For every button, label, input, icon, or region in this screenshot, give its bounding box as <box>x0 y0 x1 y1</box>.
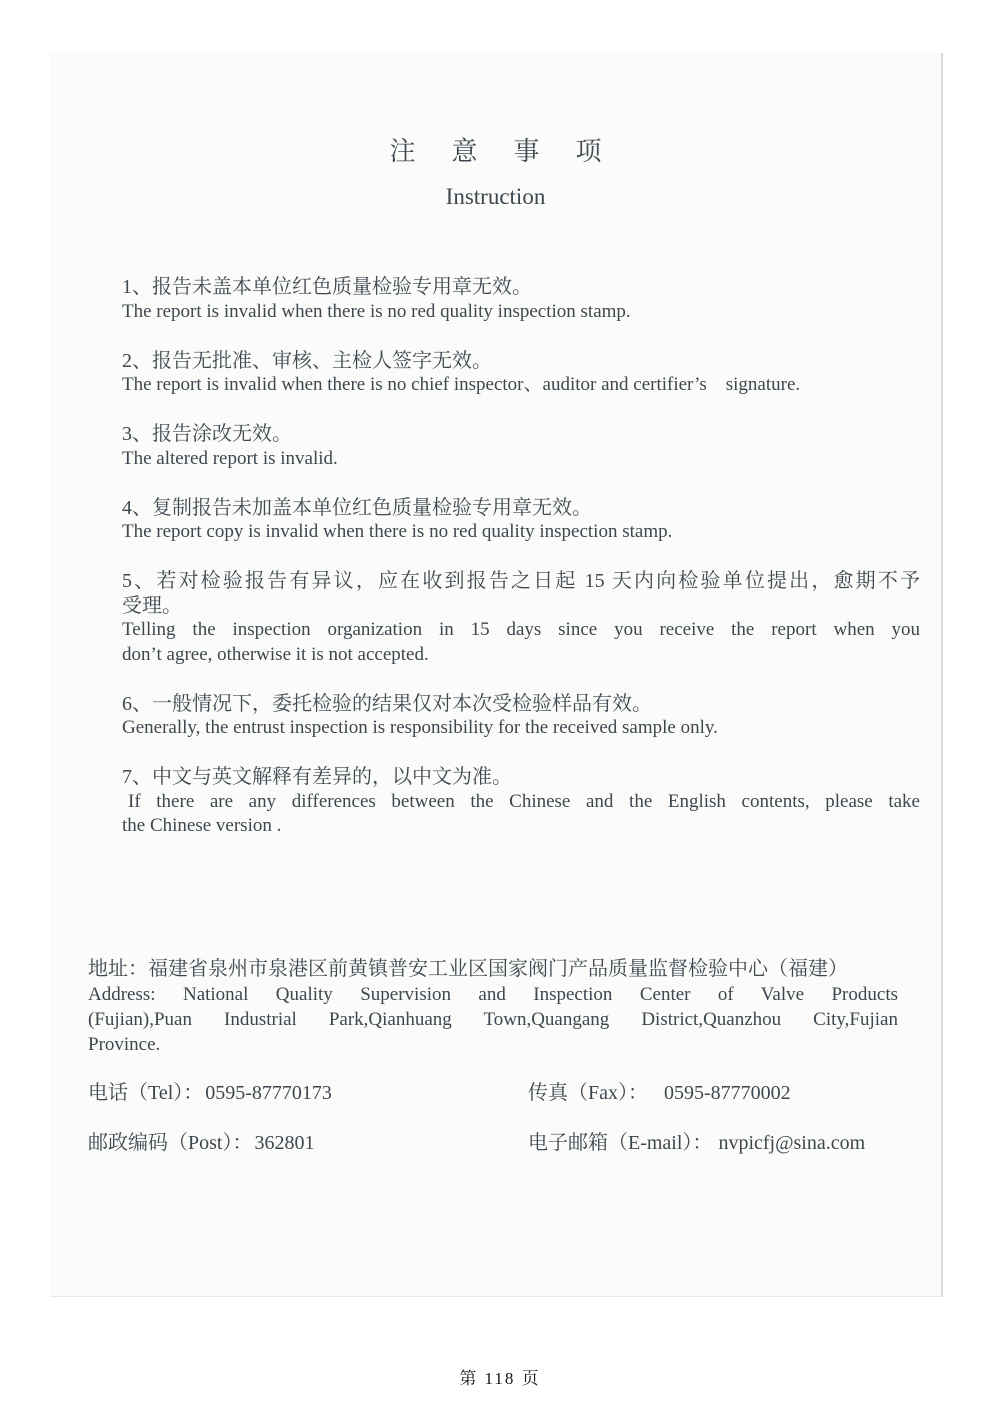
email-label: 电子邮箱（E-mail）： <box>528 1131 713 1154</box>
item-5-chinese-line-1: 5、若对检验报告有异议，应在收到报告之日起 15 天内向检验单位提出，愈期不予 <box>122 570 920 592</box>
item-1-english-line: The report is invalid when there is no red quality inspection stamp. <box>122 300 631 322</box>
tel-value: 0595-87770173 <box>205 1081 332 1104</box>
item-2-chinese-line: 2、报告无批准、审核、主检人签字无效。 <box>122 349 492 372</box>
tel-label: 电话（Tel）： <box>88 1081 204 1104</box>
item-3-chinese-line: 3、报告涂改无效。 <box>122 423 292 445</box>
page-title-english: Instruction <box>445 184 546 209</box>
contact-row-tel-fax <box>88 1080 941 1106</box>
instruction-item-4 <box>122 496 920 545</box>
instruction-item-3 <box>122 422 920 471</box>
instruction-item-6 <box>122 692 920 741</box>
address-english-line-1: Address: National Quality Supervision and Inspection Center of Valve Products <box>88 984 898 1005</box>
instruction-list <box>122 275 920 839</box>
email-value: nvpicfj@sina.com <box>718 1131 866 1154</box>
instruction-item-1 <box>122 275 920 324</box>
contact-row-post-email <box>88 1130 941 1156</box>
address-chinese-line: 地址：福建省泉州市泉港区前黄镇普安工业区国家阀门产品质量监督检验中心（福建） <box>88 957 848 980</box>
item-3-english-line: The altered report is invalid. <box>122 447 338 469</box>
page-title-chinese: 注意事项 <box>389 137 638 166</box>
item-1-chinese-line: 1、报告未盖本单位红色质量检验专用章无效。 <box>122 276 532 298</box>
item-5-english-line-1: Telling the inspection organization in 15 days since you receive the report when you <box>122 619 920 640</box>
fax-label: 传真（Fax）： <box>528 1081 648 1104</box>
post-cell <box>88 1130 528 1156</box>
post-label: 邮政编码（Post）： <box>88 1131 253 1154</box>
address-block <box>88 957 898 1058</box>
item-7-english-line-2: the Chinese version . <box>122 815 282 836</box>
post-value: 362801 <box>254 1131 315 1154</box>
instruction-item-5 <box>122 569 920 667</box>
item-6-chinese-line: 6、一般情况下，委托检验的结果仅对本次受检验样品有效。 <box>122 692 652 715</box>
item-2-english-line: The report is invalid when there is no chief inspector、auditor and certifier’s signature. <box>122 374 801 395</box>
tel-cell <box>88 1080 528 1106</box>
page-number: 第 118 页 <box>459 1369 541 1388</box>
address-english-line-2: (Fujian),Puan Industrial Park,Qianhuang Town,Quangang District,Quanzhou City,Fujian <box>88 1009 898 1030</box>
item-5-chinese-line-2: 受理。 <box>122 594 182 617</box>
address-english-line-3: Province. <box>88 1034 161 1055</box>
email-cell <box>528 1130 865 1156</box>
item-4-english-line: The report copy is invalid when there is no red quality inspection stamp. <box>122 521 673 542</box>
fax-cell <box>528 1080 791 1106</box>
fax-value: 0595-87770002 <box>664 1081 791 1104</box>
item-7-english-line-1: If there are any differences between the Chinese and the English contents, please take <box>128 790 920 812</box>
instruction-item-7 <box>122 765 920 839</box>
item-7-chinese-line: 7、中文与英文解释有差异的，以中文为准。 <box>122 766 512 788</box>
item-6-english-line: Generally, the entrust inspection is responsibility for the received sample only. <box>122 717 718 738</box>
instruction-item-2 <box>122 349 920 398</box>
scanned-report-page <box>50 53 943 1297</box>
item-4-chinese-line: 4、复制报告未加盖本单位红色质量检验专用章无效。 <box>122 496 592 519</box>
item-5-english-line-2: don’t agree, otherwise it is not accepted. <box>122 643 429 665</box>
